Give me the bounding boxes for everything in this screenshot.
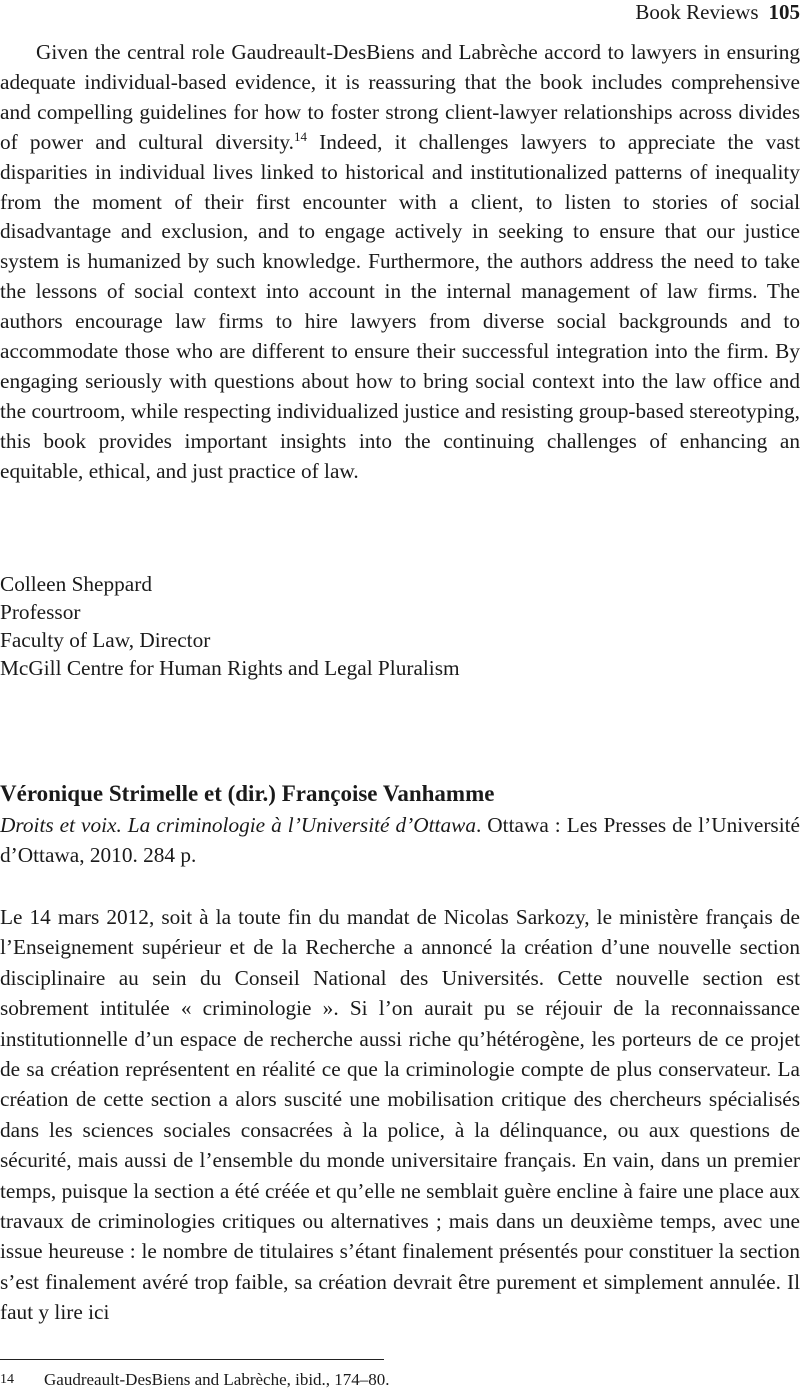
review-paragraph-text: Given the central role Gaudreault-DesBiens and Labrèche accord to lawyers in ensuring adequate individual-based evidence, it is reassuring that the book includes comprehensive and compelling guidelines for how to foster strong client-lawyer relationships across divides of power and cultural diversity. [0,40,800,154]
book-publication: . Ottawa : Les Presses de l’Université d’Ottawa, 2010. 284 p. [0,813,800,867]
footnote [0,1369,390,1391]
review-heading: Véronique Strimelle et (dir.) Françoise Vanhamme [0,781,495,806]
review-paragraph [0,38,800,487]
reviewer-signature [0,570,460,682]
footnote-reference[interactable]: 14 [293,128,307,144]
page-number: 105 [768,0,800,24]
footnote-number: 14 [0,1372,14,1387]
running-header-title: Book Reviews [635,0,759,24]
footnote-divider [0,1359,384,1360]
book-citation [0,810,800,870]
reviewer-affiliation: Faculty of Law, Director [0,628,211,652]
footnote-text: Gaudreault-DesBiens and Labrèche, ibid., 174–80. [44,1370,390,1389]
review-paragraph-text-continued: Indeed, it challenges lawyers to appreciate the vast disparities in individual lives linked to historical and institutionalized patterns of inequality from the moment of their first encounter with a client, to listen to stories of social disadvantage and exclusion, and to engage actively in seeking to ensure that our justice system is humanized by such knowledge. Furthermore, the authors address the need to take the lessons of social context into account in the internal management of law firms. The authors encourage law firms to hire lawyers from diverse social backgrounds and to accommodate those who are different to ensure their successful integration into the firm. By engaging seriously with questions about how to bring social context into the law office and the courtroom, while respecting individualized justice and resisting group-based stereotyping, this book provides important insights into the continuing challenges of enhancing an equitable, ethical, and just practice of law. [0,129,800,483]
reviewer-name: Colleen Sheppard [0,572,153,596]
book-title: Droits et voix. La criminologie à l’Université d’Ottawa [0,813,476,837]
reviewer-centre: McGill Centre for Human Rights and Legal Pluralism [0,656,460,680]
review-body-paragraph: Le 14 mars 2012, soit à la toute fin du mandat de Nicolas Sarkozy, le ministère français de l’Enseignement supérieur et de la Recherche a annoncé la création d’une nouvelle section disciplinaire au sein du Conseil National des Universités. Cette nouvelle section est sobrement intitulée « criminologie ». Si l’on aurait pu se réjouir de la reconnaissance institutionnelle d’un espace de recherche aussi riche qu’hétérogène, les porteurs de ce projet de sa création représentent en réalité ce que la criminologie compte de plus conservateur. La création de cette section a alors suscité une mobilisation critique des chercheurs spécialisés dans les sciences sociales consacrées à la police, à la délinquance, ou aux questions de sécurité, mais aussi de l’ensemble du monde universitaire français. En vain, dans un premier temps, puisque la section a été créée et qu’elle ne semblait guère encline à faire une place aux travaux de criminologies critiques ou alternatives ; mais dans un deuxième temps, avec une issue heureuse : le nombre de titulaires s’étant finalement présentés pour constituer la section s’est finalement avéré trop faible, sa création devrait être purement et simplement annulée. Il faut y lire ici [0,905,800,1325]
running-header [635,0,800,24]
reviewer-position: Professor [0,600,81,624]
